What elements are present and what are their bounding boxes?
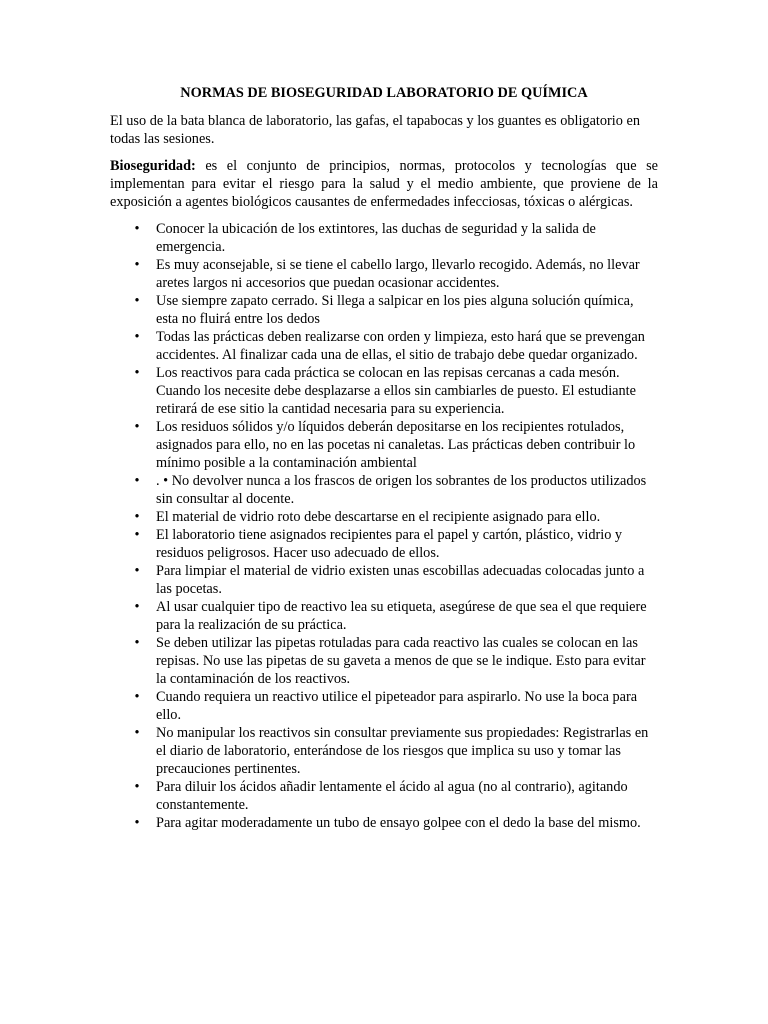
list-item — [110, 562, 658, 598]
list-item — [110, 418, 658, 472]
list-item — [110, 256, 658, 292]
list-item-text: Al usar cualquier tipo de reactivo lea su etiqueta, asegúrese de que sea el que requiere para la realización de su práctica. — [156, 599, 647, 633]
bullet-icon: • — [134, 635, 140, 651]
list-item-text: El laboratorio tiene asignados recipientes para el papel y cartón, plástico, vidrio y residuos peligrosos. Hacer uso adecuado de ellos. — [156, 527, 623, 561]
definition-paragraph — [110, 157, 658, 211]
list-item — [110, 508, 658, 526]
bullet-icon: • — [134, 365, 140, 381]
list-item — [110, 814, 658, 832]
document-page — [110, 84, 658, 832]
list-item-text: Para agitar moderadamente un tubo de ensayo golpee con el dedo la base del mismo. — [156, 815, 641, 831]
list-item — [110, 292, 658, 328]
document-title: NORMAS DE BIOSEGURIDAD LABORATORIO DE QUÍMICA — [180, 85, 588, 101]
list-item — [110, 724, 658, 778]
bullet-icon: • — [134, 509, 140, 525]
list-item — [110, 778, 658, 814]
definition-text: es el conjunto de principios, normas, protocolos y tecnologías que se implementan para evitar el riesgo para la salud y el medio ambiente, que proviene de la exposición a agentes biológicos causantes de enfermedades infecciosas, tóxicas o alérgicas. — [110, 158, 658, 210]
list-item-text: Los reactivos para cada práctica se colocan en las repisas cercanas a cada mesón. Cuando los necesite debe desplazarse a ellos sin cambiarles de puesto. El estudiante retirará de ese sitio la cantidad necesaria para su experiencia. — [156, 365, 636, 417]
list-item-text: Para limpiar el material de vidrio existen unas escobillas adecuadas colocadas junto a las pocetas. — [156, 563, 645, 597]
list-item-text: Cuando requiera un reactivo utilice el pipeteador para aspirarlo. No use la boca para ello. — [156, 689, 638, 723]
bullet-icon: • — [134, 329, 140, 345]
bullet-icon: • — [134, 689, 140, 705]
definition-term: Bioseguridad: — [110, 158, 196, 174]
bullet-icon: • — [134, 779, 140, 795]
list-item — [110, 364, 658, 418]
list-item-text: Los residuos sólidos y/o líquidos deberán depositarse en los recipientes rotulados, asignados para ello, no en las pocetas ni canaletas. Las prácticas deben contribuir lo mínimo posible a la contaminación ambiental — [156, 419, 636, 471]
bullet-icon: • — [134, 419, 140, 435]
bullet-icon: • — [134, 221, 140, 237]
list-item-text: Use siempre zapato cerrado. Si llega a salpicar en los pies alguna solución química, esta no fluirá entre los dedos — [156, 293, 634, 327]
bullet-icon: • — [134, 599, 140, 615]
list-item-text: . • No devolver nunca a los frascos de origen los sobrantes de los productos utilizados sin consultar al docente. — [156, 473, 647, 507]
list-item-text: Es muy aconsejable, si se tiene el cabello largo, llevarlo recogido. Además, no llevar aretes largos ni accesorios que puedan ocasionar accidentes. — [156, 257, 640, 291]
list-item-text: El material de vidrio roto debe descartarse en el recipiente asignado para ello. — [156, 509, 601, 525]
list-item-text: Conocer la ubicación de los extintores, las duchas de seguridad y la salida de emergencia. — [156, 221, 596, 255]
list-item — [110, 526, 658, 562]
list-item — [110, 472, 658, 508]
list-item-text: No manipular los reactivos sin consultar previamente sus propiedades: Registrarlas en el diario de laboratorio, enterándose de los riesgos que implica su uso y tomar las precauciones pertinentes. — [156, 725, 649, 777]
rules-list — [110, 220, 658, 832]
bullet-icon: • — [134, 293, 140, 309]
list-item — [110, 688, 658, 724]
list-item — [110, 220, 658, 256]
bullet-icon: • — [134, 725, 140, 741]
list-item — [110, 598, 658, 634]
list-item — [110, 634, 658, 688]
list-item — [110, 328, 658, 364]
bullet-icon: • — [134, 815, 140, 831]
bullet-icon: • — [134, 563, 140, 579]
bullet-icon: • — [134, 527, 140, 543]
list-item-text: Se deben utilizar las pipetas rotuladas para cada reactivo las cuales se colocan en las repisas. No use las pipetas de su gaveta a menos de que se le indique. Esto para evitar la contaminación de los reactivos. — [156, 635, 646, 687]
bullet-icon: • — [134, 257, 140, 273]
bullet-icon: • — [134, 473, 140, 489]
list-item-text: Para diluir los ácidos añadir lentamente el ácido al agua (no al contrario), agitando constantemente. — [156, 779, 628, 813]
intro-paragraph: El uso de la bata blanca de laboratorio, las gafas, el tapabocas y los guantes es obligatorio en todas las sesiones. — [110, 113, 640, 147]
list-item-text: Todas las prácticas deben realizarse con orden y limpieza, esto hará que se prevengan accidentes. Al finalizar cada una de ellas, el sitio de trabajo debe quedar organizado. — [156, 329, 645, 363]
